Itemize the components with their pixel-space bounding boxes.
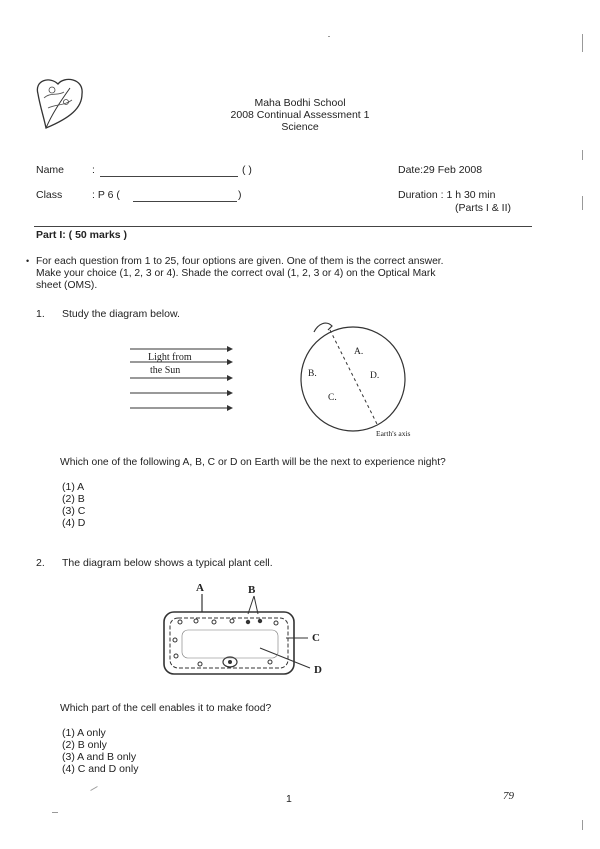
q1-stem: Study the diagram below. <box>62 308 180 320</box>
exam-duration: Duration : 1 h 30 min <box>398 189 496 201</box>
instructions-line-3: sheet (OMS). <box>36 280 98 291</box>
q2-option-1: (1) A only <box>62 727 106 739</box>
q2-option-2: (2) B only <box>62 739 107 751</box>
point-b-label: B. <box>308 369 317 379</box>
scan-speck <box>90 786 97 791</box>
name-field[interactable] <box>100 176 238 177</box>
school-logo <box>30 74 90 132</box>
q1-option-1: (1) A <box>62 481 85 493</box>
cell-label-d: D <box>314 664 322 676</box>
exam-parts: (Parts I & II) <box>455 202 512 214</box>
scan-margin-mark <box>582 34 583 52</box>
header-divider <box>34 226 532 227</box>
point-d-label: D. <box>370 371 380 381</box>
cell-label-c: C <box>312 632 320 644</box>
q1-earth-diagram <box>120 318 440 442</box>
index-number-field: ( ) <box>242 164 252 176</box>
q1-option-2: (2) B <box>62 493 85 505</box>
q2-number: 2. <box>36 557 45 569</box>
cell-label-b: B <box>248 584 256 596</box>
axis-rotation-arrow <box>314 323 332 332</box>
scan-margin-mark <box>582 196 583 210</box>
point-a-label: A. <box>354 347 364 357</box>
q1-option-3: (3) C <box>62 505 86 517</box>
q2-option-3: (3) A and B only <box>62 751 137 763</box>
class-field[interactable] <box>133 201 237 202</box>
light-label-line2: the Sun <box>150 365 181 376</box>
school-name: Maha Bodhi School <box>254 97 346 109</box>
name-label: Name <box>36 164 65 176</box>
instructions-line-2: Make your choice (1, 2, 3 or 4). Shade the correct oval (1, 2, 3 or 4) on the Optical Mark <box>36 268 436 279</box>
scan-speck <box>328 36 330 37</box>
q1-number: 1. <box>36 308 45 320</box>
q1-option-4: (4) D <box>62 517 86 529</box>
part1-title: Part I: ( 50 marks ) <box>36 229 128 241</box>
scan-margin-mark <box>582 820 583 830</box>
earth-circle <box>301 327 405 431</box>
scan-margin-mark <box>582 150 583 160</box>
page-number: 1 <box>286 793 292 805</box>
bullet-marker: • <box>26 256 30 266</box>
exam-date: Date:29 Feb 2008 <box>398 164 483 176</box>
q2-stem: The diagram below shows a typical plant cell. <box>62 557 273 569</box>
assessment-title: 2008 Continual Assessment 1 <box>230 109 370 121</box>
q1-question: Which one of the following A, B, C or D on Earth will be the next to experience night? <box>60 457 446 468</box>
subject-title: Science <box>281 121 319 133</box>
q2-option-4: (4) C and D only <box>62 763 139 775</box>
class-label: Class <box>36 189 63 201</box>
point-c-label: C. <box>328 393 337 403</box>
class-close: ) <box>238 189 242 201</box>
q2-question: Which part of the cell enables it to make food? <box>60 703 272 714</box>
light-label-line1: Light from <box>148 352 192 363</box>
earth-axis-label: Earth's axis <box>376 429 411 438</box>
q2-plant-cell-diagram <box>150 578 340 680</box>
scan-speck <box>52 812 58 813</box>
name-colon: : <box>92 164 95 176</box>
handwritten-mark: 79 <box>503 790 514 802</box>
vacuole <box>182 630 278 658</box>
instructions-line-1: For each question from 1 to 25, four options are given. One of them is the correct answer. <box>36 256 444 267</box>
cell-label-a: A <box>196 582 204 594</box>
class-prefix: : P 6 ( <box>92 189 120 201</box>
